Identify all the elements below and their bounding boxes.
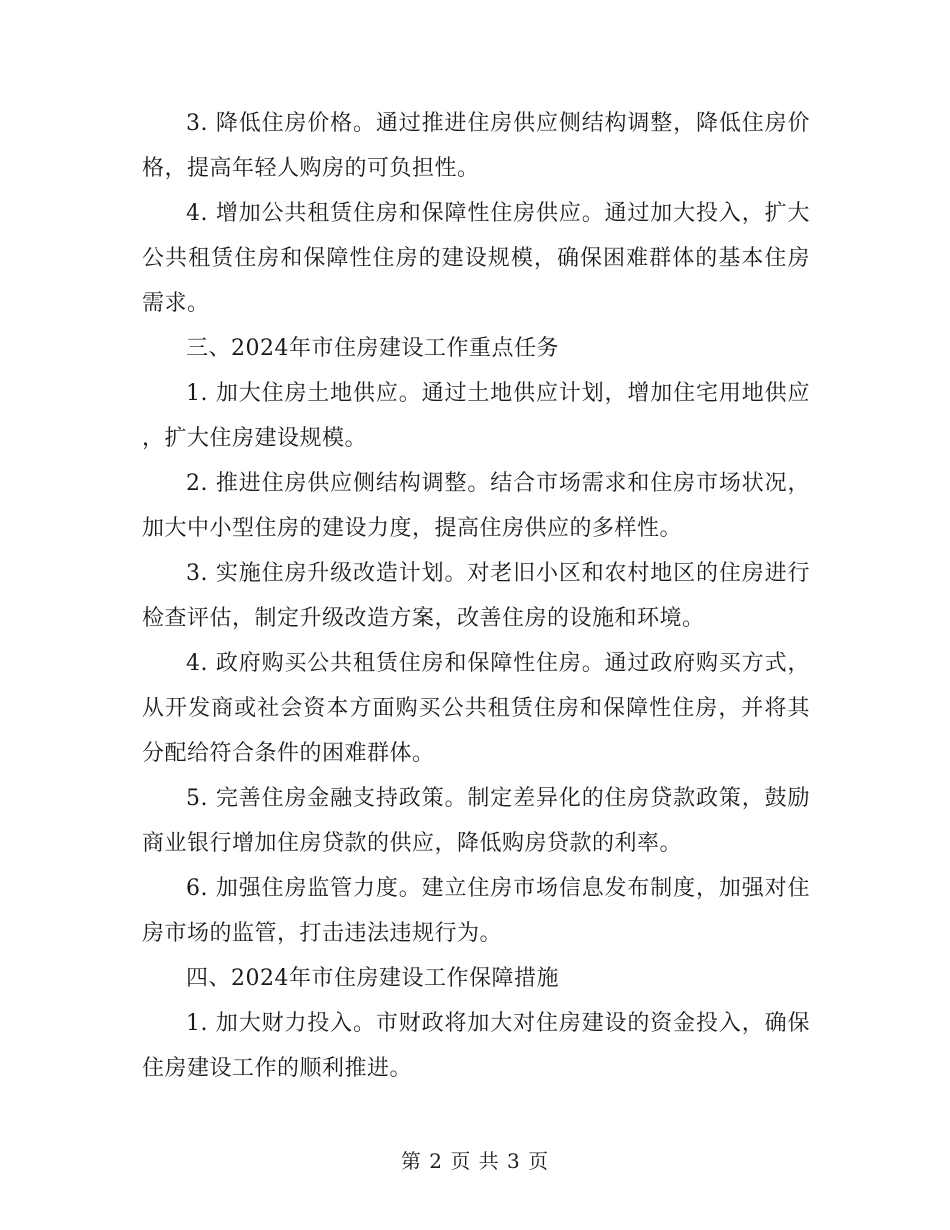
paragraph: 3. 降低住房价格。通过推进住房供应侧结构调整，降低住房价格，提高年轻人购房的可负担性。 <box>142 111 810 181</box>
page-number-footer: 第 2 页 共 3 页 <box>400 1149 550 1173</box>
document-body <box>142 101 810 1091</box>
paragraph: 3. 实施住房升级改造计划。对老旧小区和农村地区的住房进行检查评估，制定升级改造方案，改善住房的设施和环境。 <box>142 561 810 631</box>
section-heading: 三、2024年市住房建设工作重点任务 <box>186 336 559 361</box>
paragraph: 4. 增加公共租赁住房和保障性住房供应。通过加大投入，扩大公共租赁住房和保障性住房的建设规模，确保困难群体的基本住房需求。 <box>142 201 810 316</box>
paragraph: 2. 推进住房供应侧结构调整。结合市场需求和住房市场状况，加大中小型住房的建设力度，提高住房供应的多样性。 <box>142 471 810 541</box>
section-heading: 四、2024年市住房建设工作保障措施 <box>186 966 559 991</box>
paragraph: 6. 加强住房监管力度。建立住房市场信息发布制度，加强对住房市场的监管，打击违法违规行为。 <box>142 876 810 946</box>
paragraph: 1. 加大财力投入。市财政将加大对住房建设的资金投入，确保住房建设工作的顺利推进。 <box>142 1011 810 1081</box>
paragraph: 5. 完善住房金融支持政策。制定差异化的住房贷款政策，鼓励商业银行增加住房贷款的供应，降低购房贷款的利率。 <box>142 786 810 856</box>
paragraph: 4. 政府购买公共租赁住房和保障性住房。通过政府购买方式，从开发商或社会资本方面购买公共租赁住房和保障性住房，并将其分配给符合条件的困难群体。 <box>142 651 810 766</box>
paragraph: 1. 加大住房土地供应。通过土地供应计划，增加住宅用地供应，扩大住房建设规模。 <box>142 381 810 451</box>
